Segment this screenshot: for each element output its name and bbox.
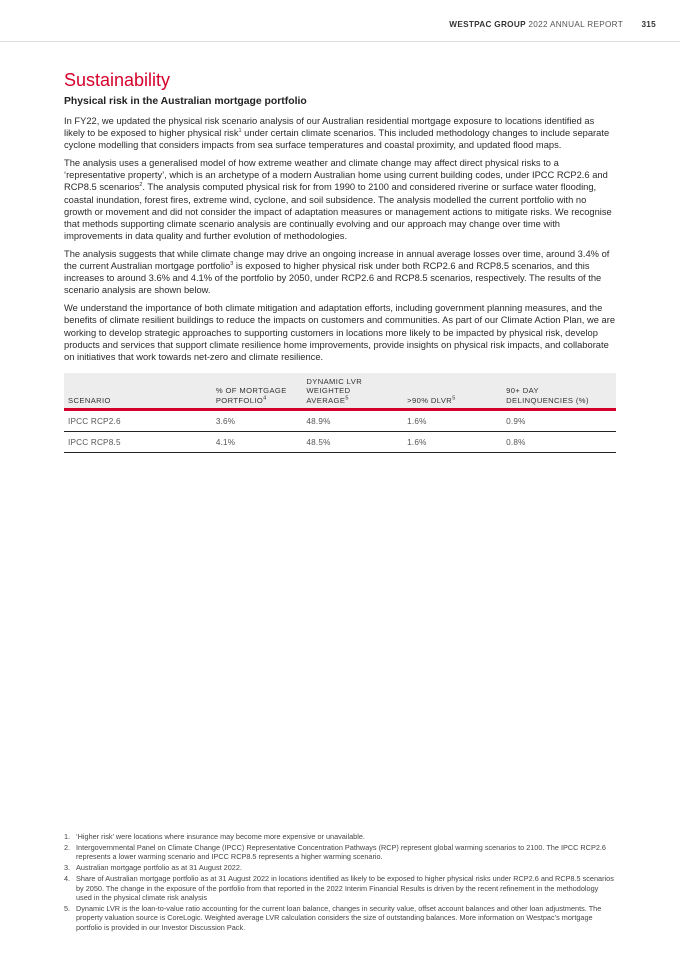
col-header-delinquencies: 90+ DAY DELINQUENCIES (%) (502, 373, 616, 410)
page-subtitle: Physical risk in the Australian mortgage portfolio (64, 96, 307, 107)
table-cell: 4.1% (212, 432, 303, 453)
col-header-dlvr: >90% DLVR$^5$ (403, 373, 502, 410)
main-content (64, 68, 616, 453)
footnotes (64, 832, 616, 934)
page-header (449, 20, 656, 29)
header-brand: WESTPAC GROUP (449, 20, 526, 29)
footnote-item: 5. Dynamic LVR is the loan-to-value ratio accounting for the current loan balance, changes in security value, offset account balances and other loan adjustments. The property valuation source is CoreLogic. Weighted average LVR calculation considers the size of outstanding balances. More information on Westpac’s mortgage portfolio is provided in our Investor Discussion Pack. (64, 903, 602, 932)
table-row (64, 432, 616, 453)
paragraph-2: The analysis uses a generalised model of how extreme weather and climate change may affect direct physical risks to a ‘representative property’, which is an archetype of a modern Australian home using current building codes, under IPCC RCP2.6 and RCP8.5 scenarios$^2$. The analysis computed physical risk for from 1990 to 2100 and considered riverine or surface water flooding, coastal inundation, forest fires, extreme wind, cyclone, and soil subsidence. The analysis modelled the current portfolio with no growth or movement and did not consider the impact of adaptation measures or management actions to mitigate risks. We recognise that methods supporting climate scenario analysis are continually evolving and our approach may change over time with improvements in data quality and further evolution of methodologies. (64, 158, 612, 241)
col-header-scenario: SCENARIO (64, 373, 212, 410)
paragraph-1: In FY22, we updated the physical risk scenario analysis of our Australian residential mortgage exposure to locations identified as likely to be exposed to higher physical risk$^1$ under certain climate scenarios. This included methodology changes to include separate cyclone modelling that considers impacts from sea surface temperatures and coastal proximity, and updated flood maps. (64, 116, 610, 151)
footnote-ref: 1 (238, 127, 242, 134)
table-row (64, 410, 616, 432)
section-title: Sustainability (64, 70, 171, 90)
table-cell: 0.8% (502, 432, 616, 453)
footnote-item: 4. Share of Australian mortgage portfolio as at 31 August 2022 in locations identified as likely to be exposed to higher physical risks under RCP2.6 and RCP8.5 scenarios by 2050. The change in the exposure of the portfolio from that reported in the 2022 Interim Financial Results is driven by the recent refinement in the methodology used in the physical climate risk analysis (64, 874, 614, 902)
footnote-ref: 3 (230, 260, 234, 267)
table-cell: 1.6% (403, 410, 502, 432)
col-header-mortgage-portfolio: % OF MORTGAGE PORTFOLIO$^4$ (212, 373, 303, 410)
table-header-row (64, 373, 616, 410)
footnote-item: 1. ‘Higher risk’ were locations where insurance may become more expensive or unavailable. (64, 832, 365, 841)
header-report: 2022 ANNUAL REPORT (528, 20, 623, 29)
paragraph-3: The analysis suggests that while climate change may drive an ongoing increase in annual average losses over time, around 3.4% of the current Australian mortgage portfolio$^3$ is exposed to higher physical risk under both RCP2.6 and RCP8.5 scenarios, and this increases to around 3.6% and 4.1% of the portfolio by 2050, under RCP2.6 and RCP8.5 scenarios, respectively. The results of the scenario analysis are shown below. (64, 248, 610, 296)
table-cell: 48.9% (302, 410, 403, 432)
table-cell: 3.6% (212, 410, 303, 432)
footnote-item: 2. Intergovernmental Panel on Climate Change (IPCC) Representative Concentration Pathways (RCP) represent global warming scenarios to 2100. The IPCC RCP2.6 represents a lower warming scenario and IPCC RCP8.5 represents a higher warming scenario. (64, 842, 606, 862)
table-cell: 1.6% (403, 432, 502, 453)
page-number: 315 (641, 20, 656, 29)
table-cell: 48.5% (302, 432, 403, 453)
table-cell: 0.9% (502, 410, 616, 432)
table-cell: IPCC RCP2.6 (64, 410, 212, 432)
footnote-ref: 2 (139, 182, 143, 189)
col-header-dynamic-lvr: DYNAMIC LVR WEIGHTED AVERAGE$^5$ (302, 373, 403, 410)
scenario-table (64, 373, 616, 454)
table-cell: IPCC RCP8.5 (64, 432, 212, 453)
header-divider (0, 41, 680, 42)
paragraph-4: We understand the importance of both climate mitigation and adaptation efforts, including government planning measures, and the benefits of climate resilient buildings to reduce the impacts on customers and communities. As part of our Climate Action Plan, we are working to develop strategic approaches to supporting customers in locations more likely to be impacted by physical risk, develop products and services that support climate resilience home improvements, provide insights on physical risk impacts, and collaborate on initiatives that work towards net-zero and climate resilience. (64, 303, 616, 362)
footnote-item: 3. Australian mortgage portfolio as at 31 August 2022. (64, 863, 242, 873)
